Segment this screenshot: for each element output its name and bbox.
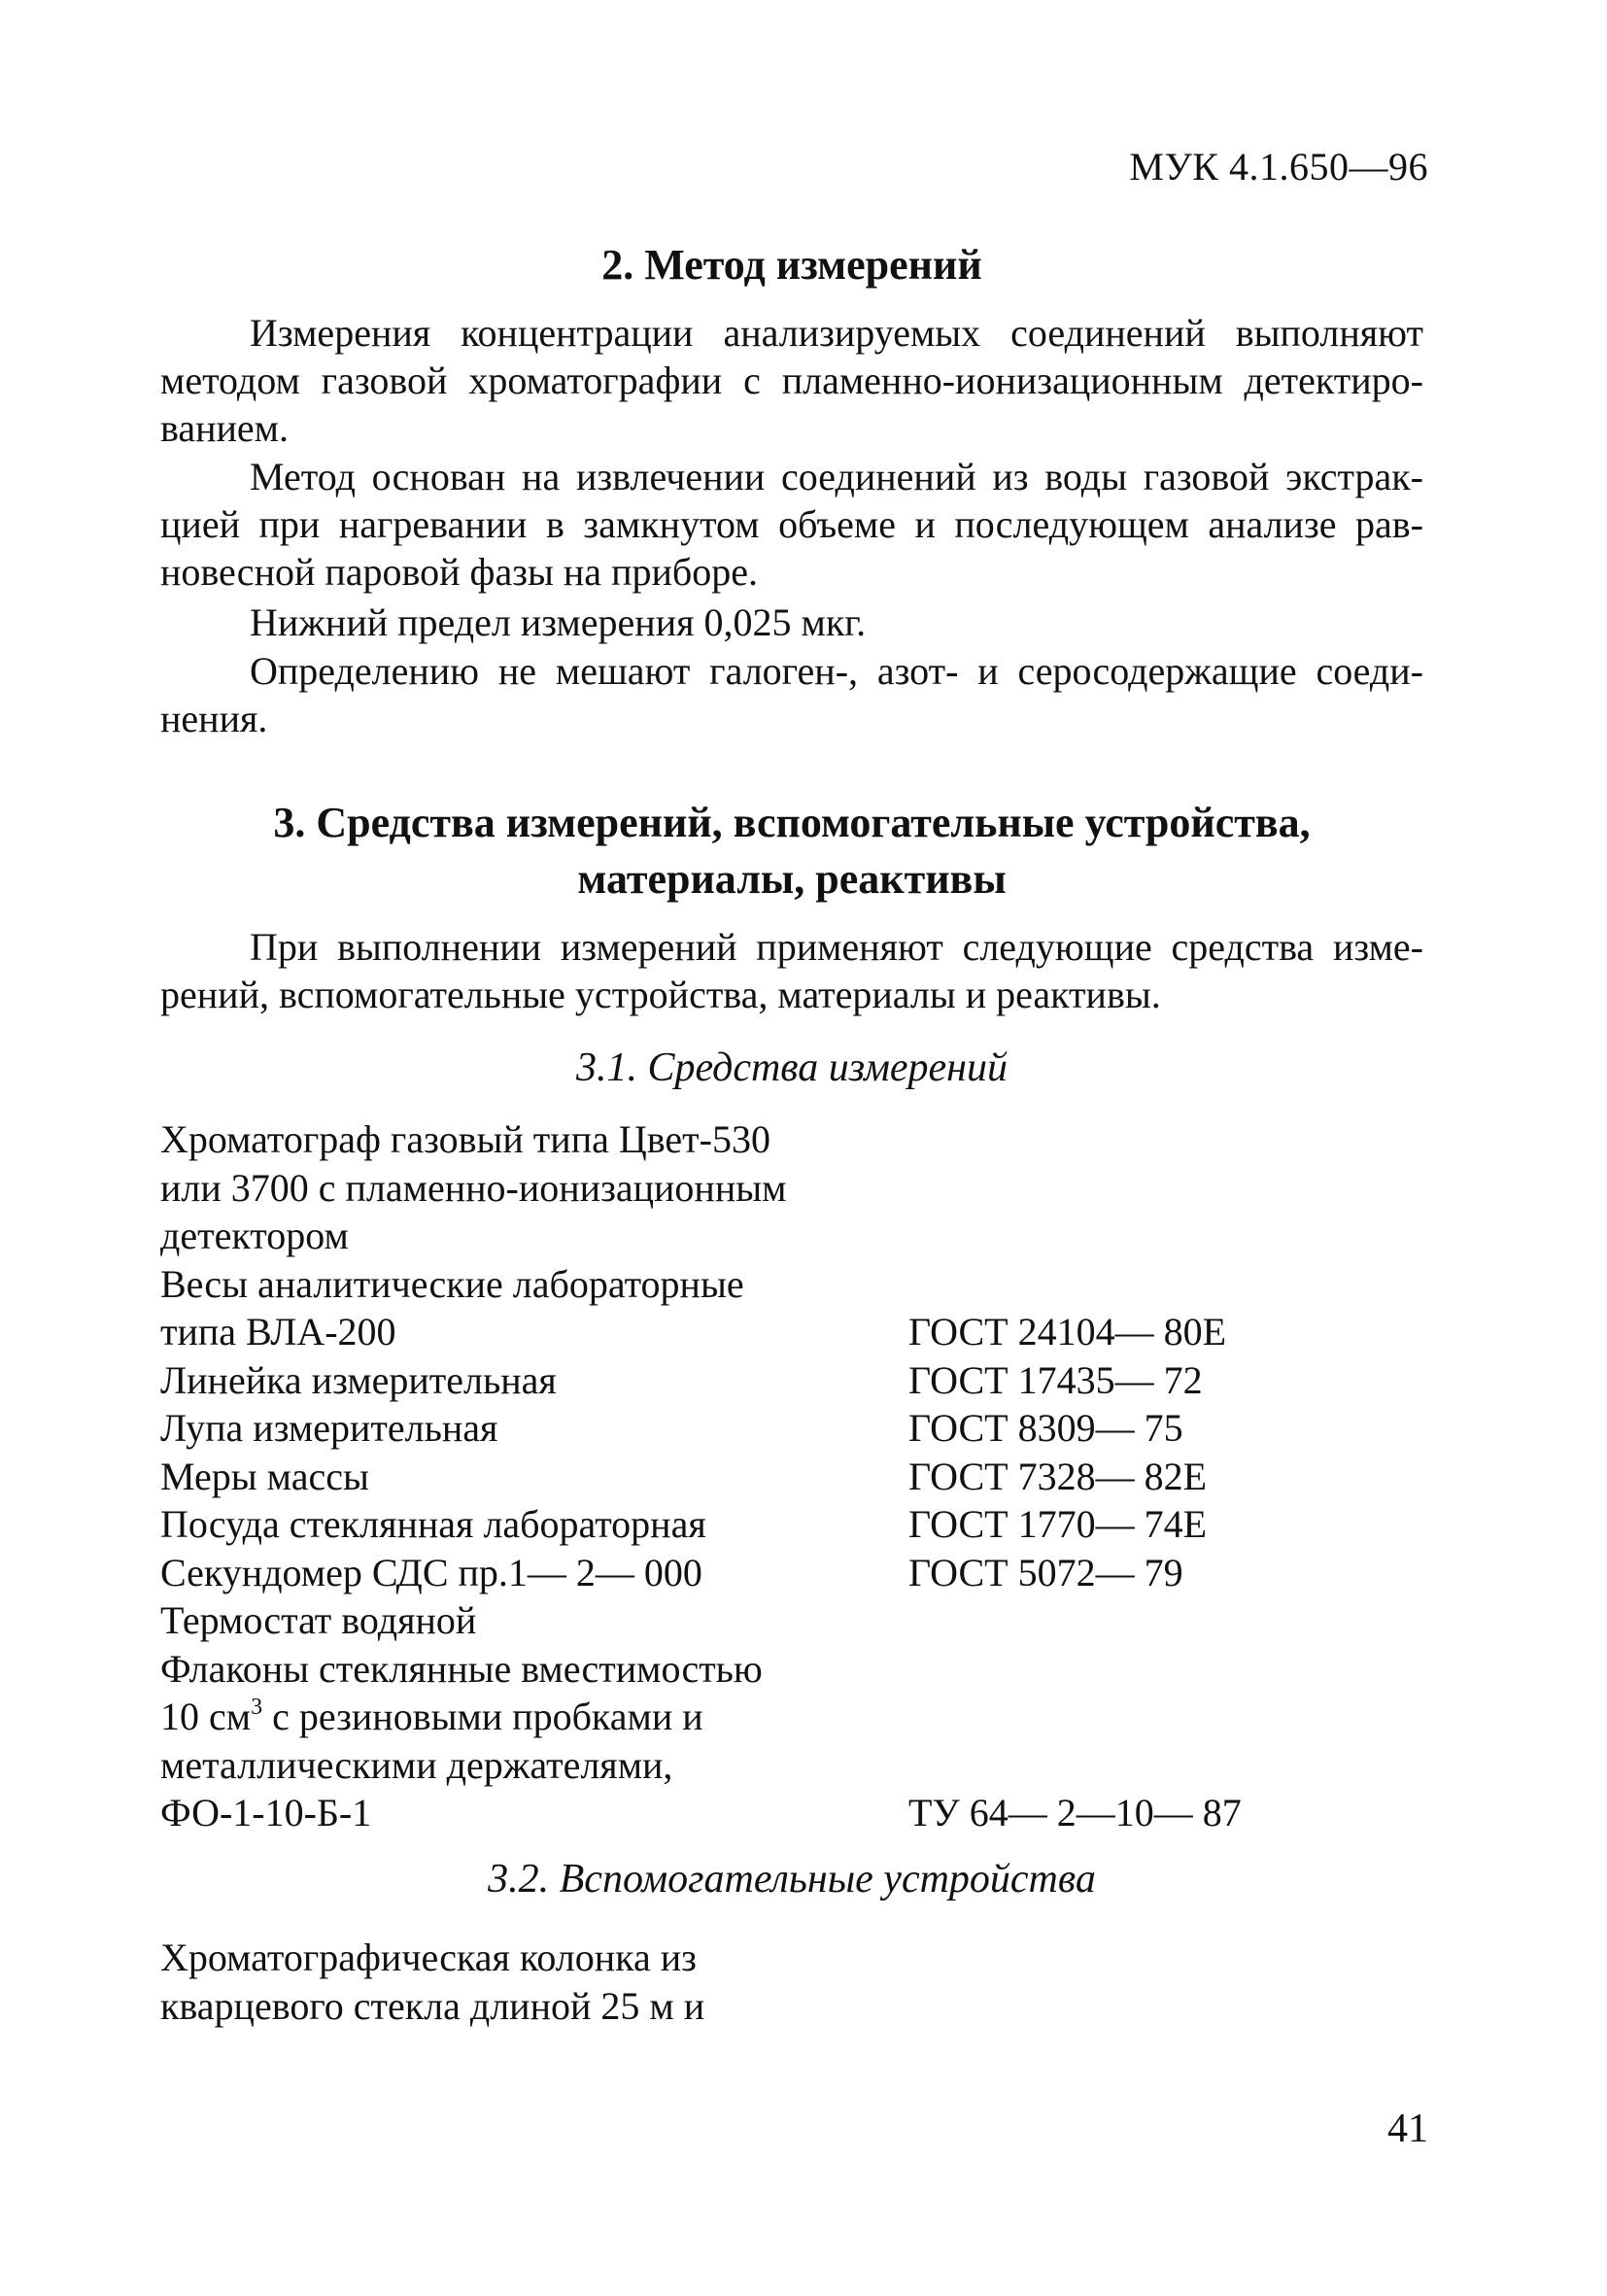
equipment-row <box>160 1982 1278 2031</box>
equipment-row <box>160 1212 1278 1260</box>
auxiliary-equipment-list <box>160 1934 1278 2030</box>
equipment-name-volume: 10 см <box>160 1695 252 1738</box>
text-line: нения. <box>160 697 268 740</box>
section-2-paragraph-2 <box>160 453 1423 596</box>
equipment-row <box>160 1356 1278 1405</box>
page-number: 41 <box>1387 2107 1428 2151</box>
equipment-name: металлическими держателями, <box>160 1742 673 1787</box>
equipment-name: Лупа измерительная <box>160 1406 498 1450</box>
equipment-standard: ГОСТ 1770— 74Е <box>908 1502 1208 1546</box>
equipment-name: Посуда стеклянная лабораторная <box>160 1502 706 1546</box>
section-2-paragraph-1 <box>160 309 1423 452</box>
equipment-row <box>160 1645 1278 1694</box>
equipment-name: Хроматографическая колонка из <box>160 1936 697 1979</box>
equipment-name: Флаконы стеклянные вместимостью <box>160 1646 763 1691</box>
equipment-row <box>160 1500 1278 1549</box>
section-3-title <box>160 795 1423 908</box>
equipment-standard: ГОСТ 5072— 79 <box>908 1550 1183 1594</box>
equipment-standard: ТУ 64— 2—10— 87 <box>908 1791 1242 1834</box>
equipment-row <box>160 1115 1278 1164</box>
equipment-standard: ГОСТ 7328— 82Е <box>908 1454 1208 1498</box>
equipment-standard: ГОСТ 8309— 75 <box>908 1406 1183 1450</box>
equipment-name: Меры массы <box>160 1454 369 1498</box>
section-3-title-line-1: 3. Средства измерений, вспомогательные устройства, <box>273 799 1311 846</box>
equipment-name: детектором <box>160 1214 349 1257</box>
equipment-standard: ГОСТ 17435— 72 <box>908 1357 1203 1402</box>
text-line: ванием. <box>160 406 289 450</box>
equipment-name: ФО-1-10-Б-1 <box>160 1791 372 1834</box>
equipment-row <box>160 1164 1278 1213</box>
equipment-name <box>160 1693 703 1741</box>
document-code-header: МУК 4.1.650—96 <box>1129 145 1428 188</box>
section-2-paragraph-3 <box>160 599 1423 646</box>
equipment-name-rest: с резиновыми пробками и <box>262 1695 703 1738</box>
equipment-name: Секундомер СДС пр.1— 2— 000 <box>160 1550 702 1594</box>
text-line: цией при нагревании в замкнутом объеме и последующем анализе рав- <box>160 502 1423 546</box>
text-line: новесной паровой фазы на приборе. <box>160 550 758 594</box>
equipment-row <box>160 1693 1278 1741</box>
subsection-3-2-title: 3.2. Вспомогательные устройства <box>488 1857 1096 1902</box>
equipment-row <box>160 1741 1278 1790</box>
equipment-row <box>160 1404 1278 1453</box>
equipment-standard: ГОСТ 24104— 80Е <box>908 1310 1227 1354</box>
section-3-title-line-2: материалы, реактивы <box>577 855 1007 903</box>
equipment-row <box>160 1596 1278 1645</box>
measurement-equipment-list <box>160 1115 1278 1837</box>
subsection-3-1-title: 3.1. Средства измерений <box>575 1045 1009 1090</box>
superscript-cubed: 3 <box>251 1695 263 1720</box>
equipment-name: кварцевого стекла длиной 25 м и <box>160 1983 705 2028</box>
equipment-name: Линейка измерительная <box>160 1357 557 1402</box>
section-2-paragraph-4 <box>160 647 1423 742</box>
section-3-intro <box>160 923 1423 1018</box>
text-line: При выполнении измерений применяют следующие средства изме- <box>250 925 1423 969</box>
equipment-row <box>160 1308 1278 1356</box>
equipment-row <box>160 1549 1278 1597</box>
equipment-row <box>160 1789 1278 1837</box>
text-line: Нижний предел измерения 0,025 мкг. <box>250 600 867 644</box>
text-line: Измерения концентрации анализируемых соединений выполняют <box>250 311 1423 355</box>
equipment-row <box>160 1453 1278 1501</box>
section-2-title: 2. Метод измерений <box>601 241 982 289</box>
equipment-name: Хроматограф газовый типа Цвет-530 <box>160 1117 770 1161</box>
equipment-row <box>160 1260 1278 1309</box>
equipment-row <box>160 1934 1278 1982</box>
text-line: рений, вспомогательные устройства, материалы и реактивы. <box>160 973 1161 1016</box>
text-line: методом газовой хроматографии с пламенно-ионизационным детектиро- <box>160 359 1423 402</box>
equipment-name: Термостат водяной <box>160 1598 477 1642</box>
equipment-name: или 3700 с пламенно-ионизационным <box>160 1165 787 1210</box>
equipment-name: типа ВЛА-200 <box>160 1310 396 1354</box>
text-line: Метод основан на извлечении соединений из воды газовой экстрак- <box>250 455 1423 498</box>
text-line: Определению не мешают галоген-, азот- и серосодержащие соеди- <box>250 649 1423 693</box>
equipment-name: Весы аналитические лабораторные <box>160 1261 744 1306</box>
